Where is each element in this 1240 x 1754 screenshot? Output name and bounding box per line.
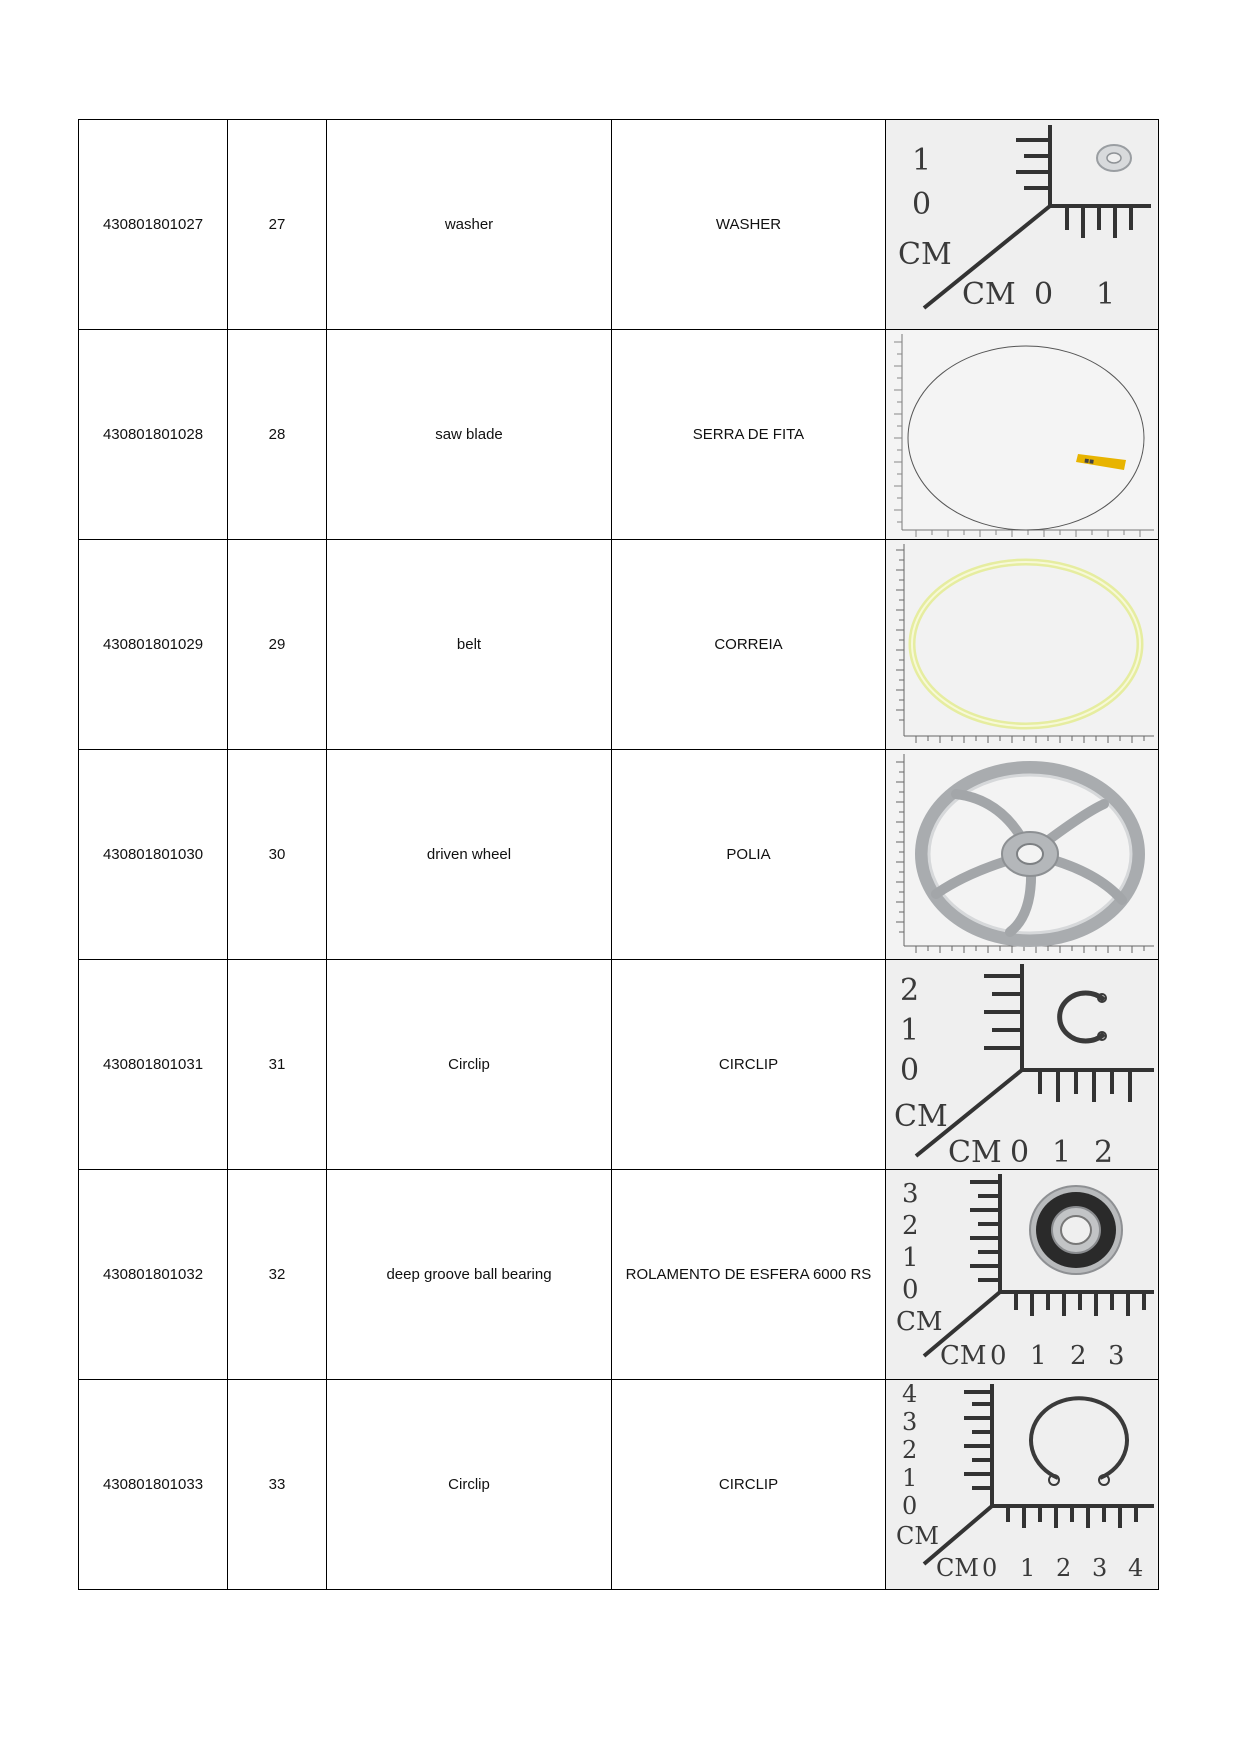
- table-row: [79, 960, 1159, 1170]
- ball-bearing-photo: [886, 1170, 1156, 1379]
- part-name-pt: CORREIA: [612, 540, 886, 750]
- part-code: 430801801032: [79, 1170, 228, 1380]
- part-name-en: deep groove ball bearing: [327, 1170, 612, 1380]
- ruler-label: 0: [902, 1275, 919, 1305]
- part-photo: [886, 120, 1159, 330]
- table-row: [79, 1170, 1159, 1380]
- belt-photo: [886, 540, 1156, 749]
- ruler-label: CM: [898, 237, 952, 272]
- ruler-label: 2: [902, 1211, 919, 1241]
- part-position: 33: [228, 1380, 327, 1590]
- part-photo: [886, 960, 1159, 1170]
- part-position: 32: [228, 1170, 327, 1380]
- part-position: 30: [228, 750, 327, 960]
- part-name-en: belt: [327, 540, 612, 750]
- ruler-label: CM: [894, 1099, 948, 1134]
- ruler-label: 1: [902, 1464, 918, 1492]
- ruler-label: 0: [912, 187, 932, 222]
- part-name-en: washer: [327, 120, 612, 330]
- ruler-label: 2: [1094, 1135, 1114, 1169]
- ruler-label: 1: [900, 1013, 920, 1048]
- ruler-label: 4: [902, 1380, 918, 1408]
- part-position: 29: [228, 540, 327, 750]
- ruler-label: 0: [990, 1341, 1007, 1371]
- ruler-label: 0: [1010, 1135, 1030, 1169]
- part-code: 430801801029: [79, 540, 228, 750]
- part-name-en: saw blade: [327, 330, 612, 540]
- ruler-label: CM: [948, 1135, 1002, 1169]
- svg-text:◼◼: ◼◼: [1083, 457, 1095, 466]
- part-name-en: Circlip: [327, 1380, 612, 1590]
- part-photo: [886, 750, 1159, 960]
- part-code: 430801801030: [79, 750, 228, 960]
- ruler-label: 0: [900, 1053, 920, 1088]
- table-row: [79, 120, 1159, 330]
- ruler-label: 2: [1070, 1341, 1087, 1371]
- ruler-label: 3: [1092, 1554, 1108, 1582]
- table-row: [79, 330, 1159, 540]
- part-name-en: Circlip: [327, 960, 612, 1170]
- ruler-label: CM: [936, 1554, 979, 1582]
- circlip-photo: [886, 960, 1156, 1169]
- ruler-label: CM: [962, 277, 1016, 312]
- ruler-label: CM: [896, 1307, 943, 1337]
- part-name-pt: WASHER: [612, 120, 886, 330]
- table-row: [79, 540, 1159, 750]
- ruler-label: 3: [1108, 1341, 1125, 1371]
- part-name-pt: POLIA: [612, 750, 886, 960]
- part-photo: [886, 330, 1159, 540]
- part-code: 430801801028: [79, 330, 228, 540]
- ruler-label: 2: [1056, 1554, 1072, 1582]
- ruler-label: 3: [902, 1179, 919, 1209]
- part-photo: [886, 1380, 1159, 1590]
- washer-photo: [886, 120, 1156, 329]
- part-photo: [886, 540, 1159, 750]
- ruler-label: CM: [896, 1522, 939, 1550]
- ruler-label: 4: [1128, 1554, 1144, 1582]
- table-row: [79, 1380, 1159, 1590]
- parts-table: [78, 119, 1159, 1590]
- ruler-label: 2: [902, 1436, 918, 1464]
- part-photo: [886, 1170, 1159, 1380]
- part-name-pt: CIRCLIP: [612, 960, 886, 1170]
- part-code: 430801801033: [79, 1380, 228, 1590]
- part-code: 430801801031: [79, 960, 228, 1170]
- ruler-label: 1: [1030, 1341, 1047, 1371]
- ruler-label: 2: [900, 973, 920, 1008]
- part-position: 27: [228, 120, 327, 330]
- ruler-label: 1: [912, 143, 932, 178]
- driven-wheel-photo: [886, 750, 1156, 959]
- ruler-label: 1: [902, 1243, 919, 1273]
- ruler-label: 0: [902, 1492, 918, 1520]
- part-code: 430801801027: [79, 120, 228, 330]
- part-position: 31: [228, 960, 327, 1170]
- table-row: [79, 750, 1159, 960]
- ruler-label: 1: [1052, 1135, 1072, 1169]
- ruler-label: 0: [982, 1554, 998, 1582]
- circlip-photo: [886, 1380, 1156, 1589]
- part-name-pt: SERRA DE FITA: [612, 330, 886, 540]
- part-position: 28: [228, 330, 327, 540]
- ruler-label: CM: [940, 1341, 987, 1371]
- ruler-label: 3: [902, 1408, 918, 1436]
- ruler-label: 0: [1034, 277, 1054, 312]
- ruler-label: 1: [1096, 277, 1116, 312]
- part-name-en: driven wheel: [327, 750, 612, 960]
- part-name-pt: ROLAMENTO DE ESFERA 6000 RS: [612, 1170, 886, 1380]
- ruler-label: 1: [1020, 1554, 1036, 1582]
- saw-blade-photo: [886, 330, 1156, 539]
- part-name-pt: CIRCLIP: [612, 1380, 886, 1590]
